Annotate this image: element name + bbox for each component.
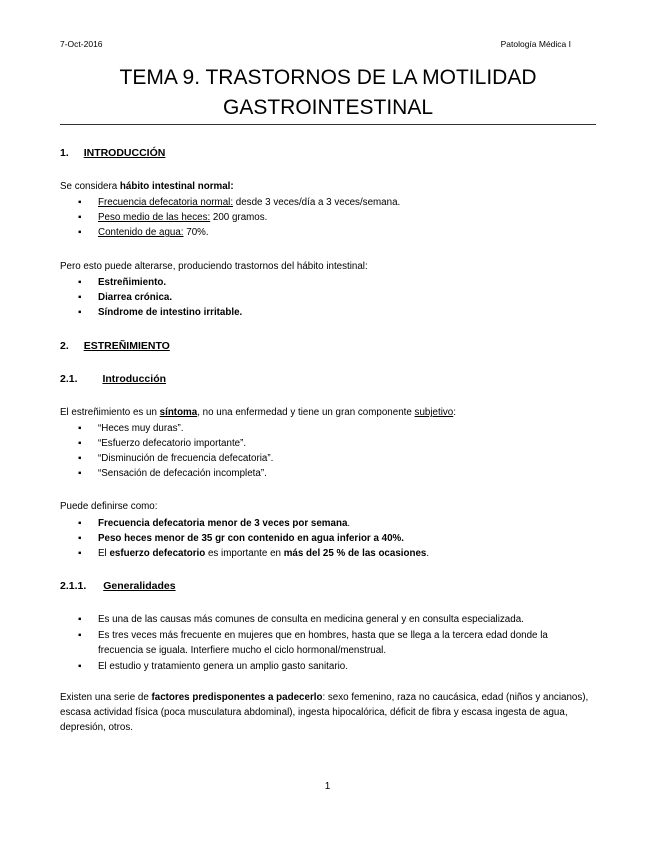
title-line-1: TEMA 9. TRASTORNOS DE LA MOTILIDAD — [119, 66, 537, 89]
section-1-number: 1. — [60, 147, 69, 159]
quote-text: “Disminución de frecuencia defecatoria”. — [98, 453, 274, 464]
intro-bold: hábito intestinal normal: — [119, 181, 234, 192]
item-label: Contenido de agua: — [98, 227, 184, 238]
header-course: Patología Médica I — [500, 39, 571, 49]
subsubsection-heading — [60, 580, 176, 592]
factors-a: Existen una serie de — [60, 692, 152, 703]
def-3-b: esfuerzo defecatorio — [109, 548, 206, 559]
def-1-end: . — [347, 518, 351, 529]
section-2-title: ESTREÑIMIENTO — [83, 340, 170, 352]
subsection-number: 2.1. — [60, 373, 78, 385]
item-text: 200 gramos. — [210, 212, 268, 223]
disorder-label: Síndrome de intestino irritable. — [98, 307, 243, 318]
title-divider — [60, 124, 596, 125]
subsection-heading — [60, 373, 166, 385]
def-3-a: El — [98, 548, 110, 559]
risk-factors-paragraph — [60, 690, 590, 735]
subsubsection-title: Generalidades — [103, 580, 176, 592]
intro-c: , no una enfermedad y tiene un gran componente — [197, 407, 415, 418]
item-text: desde 3 veces/día a 3 veces/semana. — [233, 197, 401, 208]
def-2: Peso heces menor de 35 gr con contenido en agua inferior a 40%. — [98, 533, 404, 544]
quote-text: “Esfuerzo defecatorio importante”. — [98, 438, 247, 449]
page-number: 1 — [324, 781, 331, 792]
list-item: ▪ Es tres veces más frecuente en mujeres que en hombres, hasta que se llega a la tercera edad donde la frecuencia se iguala. Interfiere mucho el ciclo hormonal/menstrual. — [84, 628, 590, 658]
item-text: 70%. — [183, 227, 209, 238]
disorder-label: Estreñimiento. — [98, 277, 167, 288]
intro-symptom: síntoma — [159, 407, 198, 418]
section-2-number: 2. — [60, 340, 69, 352]
quote-text: “Heces muy duras”. — [98, 423, 184, 434]
item-label: Frecuencia defecatoria normal: — [98, 197, 234, 208]
generalidad-text: Es tres veces más frecuente en mujeres que en hombres, hasta que se llega a la tercera edad donde la frecuencia se iguala. Interfiere mucho el ciclo hormonal/menstrual. — [98, 630, 548, 656]
definition-intro: Puede definirse como: — [60, 501, 158, 512]
quote-text: “Sensación de defecación incompleta”. — [98, 468, 267, 479]
title-line-2: GASTROINTESTINAL — [222, 96, 434, 119]
def-3-c: es importante en — [205, 548, 284, 559]
intro-a: El estreñimiento es un — [60, 407, 160, 418]
section-2-heading — [60, 340, 170, 352]
subsection-title: Introducción — [102, 373, 167, 385]
generalidad-text: El estudio y tratamiento genera un amplio gasto sanitario. — [98, 661, 348, 672]
generalidad-text: Es una de las causas más comunes de consulta en medicina general y en consulta especializada. — [98, 614, 524, 625]
normal-habit-intro — [60, 180, 234, 194]
disorder-label: Diarrea crónica. — [98, 292, 173, 303]
page-title — [60, 63, 596, 123]
subsubsection-number: 2.1.1. — [60, 580, 87, 592]
def-3-e: . — [426, 548, 430, 559]
item-label: Peso medio de las heces: — [98, 212, 211, 223]
def-3-d: más del 25 % de las ocasiones — [283, 548, 427, 559]
def-1: Frecuencia defecatoria menor de 3 veces por semana — [98, 518, 348, 529]
list-item: ▪ Es una de las causas más comunes de consulta en medicina general y en consulta especializada. — [84, 612, 590, 627]
header-date: 7-Oct-2016 — [60, 39, 103, 49]
intro-e: : — [453, 407, 456, 418]
list-item: ▪ El estudio y tratamiento genera un amplio gasto sanitario. — [84, 659, 590, 674]
factors-c: : sexo femenino, raza no caucásica, edad (niños y ancianos), escasa actividad física (poca musculatura abdominal), ingesta hipocalórica, déficit de fibra y escasa ingesta de agua, depresión, otros. — [60, 692, 589, 733]
section-1-heading — [60, 147, 165, 159]
factors-bold: factores predisponentes a padecerlo — [151, 692, 323, 703]
intro-text: Se considera — [60, 181, 120, 192]
intro-subjective: subjetivo — [414, 407, 454, 418]
section-1-title: INTRODUCCIÓN — [83, 147, 166, 159]
alteration-text: Pero esto puede alterarse, produciendo trastornos del hábito intestinal: — [60, 261, 368, 272]
constipation-intro — [60, 406, 456, 420]
